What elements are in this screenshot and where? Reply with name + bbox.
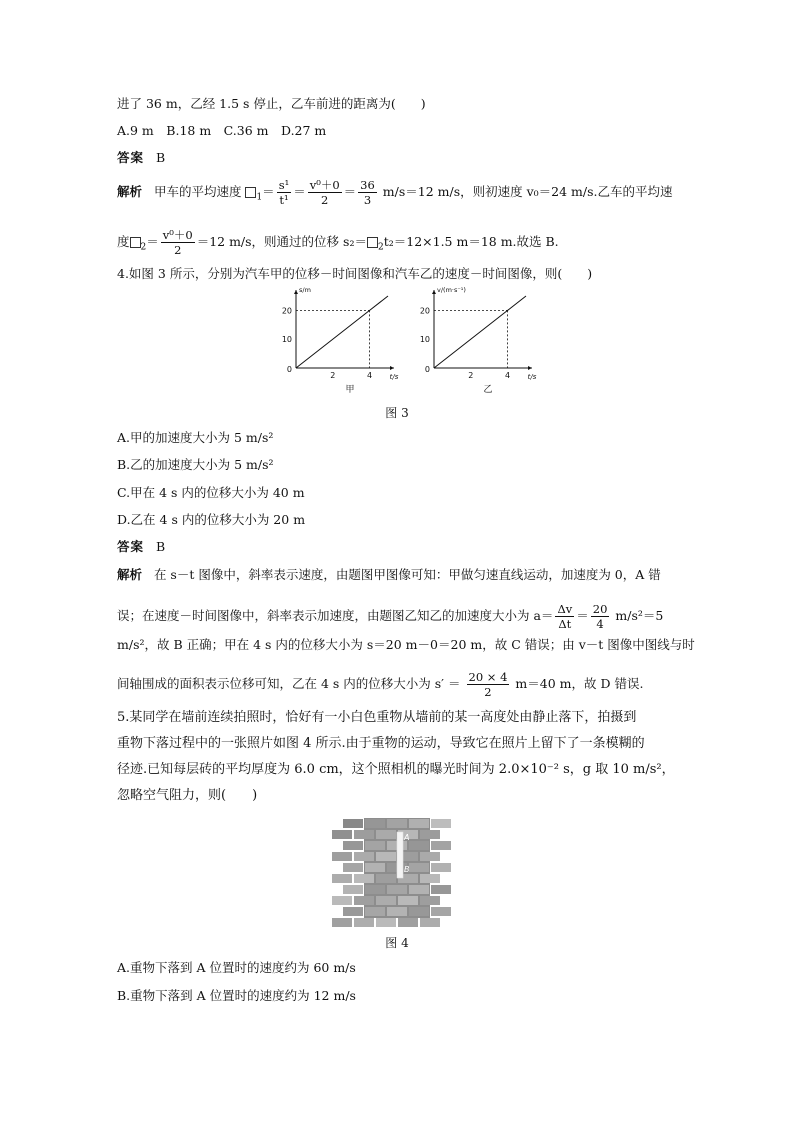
- q5-option-b: B.重物下落到 A 位置时的速度约为 12 m/s: [117, 988, 356, 1003]
- fraction: $\frac{\text{s¹}}{\text{t¹}}$: [278, 178, 290, 207]
- analysis-text: m/s²＝5: [615, 608, 664, 623]
- y-axis-label: v/(m·s⁻¹): [437, 286, 466, 294]
- fraction: $\frac{36}{3}$: [360, 178, 375, 207]
- q4-analysis-line-1: [117, 567, 661, 583]
- y-axis-label: s/m: [299, 286, 311, 294]
- brick: [387, 819, 407, 828]
- analysis-text: 间轴围成的面积表示位移可知，乙在 4 s 内的位移大小为 s′ ＝: [117, 676, 461, 691]
- analysis-label: 解析: [117, 567, 143, 582]
- avg-velocity-symbol: [367, 237, 378, 248]
- analysis-text: 度: [117, 234, 130, 249]
- origin-label: 0: [286, 365, 292, 374]
- q3-analysis-line-1: 解析 甲车的平均速度 $_1$＝ $\frac{\text{s¹}}{\text{t¹}}$ ＝ $\frac{\text{v⁰＋0}}{2}$ ＝ $\frac{36}{3}$ m/s＝12 m/s，则初速度 v₀＝24 m/s.乙车的平均速: [117, 178, 673, 207]
- brick: [420, 852, 440, 861]
- analysis-text: ＝12 m/s，则通过的位移 s₂＝: [196, 234, 367, 249]
- brick: [398, 918, 418, 927]
- answer-label: 答案: [117, 539, 145, 554]
- origin-label: 0: [424, 365, 430, 374]
- brick: [376, 896, 396, 905]
- x-axis-label: t/s: [389, 373, 399, 381]
- brick: [420, 830, 440, 839]
- q5-option-a: A.重物下落到 A 位置时的速度约为 60 m/s: [117, 960, 356, 975]
- chart-title: 甲: [345, 385, 355, 395]
- brick: [376, 830, 396, 839]
- answer-value: B: [155, 539, 166, 554]
- brick: [420, 874, 440, 883]
- q4-analysis-line-2: [117, 602, 663, 631]
- q3-answer: [117, 150, 165, 166]
- brick: [365, 863, 385, 872]
- q5-stem-line-4: 忽略空气阻力，则( ): [117, 788, 258, 803]
- q4-analysis-line-4: [117, 670, 643, 699]
- figure-3-caption: 图 3: [385, 406, 409, 420]
- avg-velocity-symbol: [130, 237, 141, 248]
- analysis-text: t₂＝12×1.5 m＝18 m.故选 B.: [383, 234, 559, 249]
- fraction: $\frac{\text{v⁰＋0}}{2}$: [162, 228, 193, 257]
- brick: [409, 863, 429, 872]
- q5-stem-line-1: 5.某同学在墙前连续拍照时，恰好有一小白色重物从墙前的某一高度处由静止落下，拍摄到: [117, 710, 637, 725]
- chart-yi: [420, 286, 537, 395]
- answer-value: B: [155, 150, 166, 165]
- brick: [409, 907, 429, 916]
- brick: [365, 819, 385, 828]
- brick: [431, 819, 451, 828]
- analysis-text: ＝: [576, 608, 589, 623]
- brick: [332, 918, 352, 927]
- x-tick-label: 4: [367, 371, 373, 380]
- brick: [354, 918, 374, 927]
- x-tick-label: 2: [330, 371, 336, 380]
- x-tick-label: 4: [505, 371, 511, 380]
- fraction: $\frac{20}{4}$: [592, 602, 608, 631]
- brick: [343, 863, 363, 872]
- brick: [376, 918, 396, 927]
- brick: [354, 830, 374, 839]
- q5-stem-line-3: 径迹.已知每层砖的平均厚度为 6.0 cm，这个照相机的曝光时间为 2.0×10⁻² s，g 取 10 m/s²，: [117, 762, 675, 777]
- figure-3-charts: [270, 286, 537, 396]
- chart-jia: [282, 286, 399, 395]
- brick: [387, 885, 407, 894]
- series-line: [434, 296, 526, 368]
- q4-option-c: C.甲在 4 s 内的位移大小为 40 m: [117, 485, 305, 500]
- y-tick-label: 10: [281, 335, 292, 345]
- q4-option-d: D.乙在 4 s 内的位移大小为 20 m: [117, 512, 306, 527]
- avg-velocity-symbol: [245, 187, 256, 198]
- x-axis-label: t/s: [527, 373, 537, 381]
- figure-4-caption: 图 4: [385, 936, 409, 950]
- analysis-text: 误；在速度－时间图像中，斜率表示加速度，由题图乙知乙的加速度大小为 a＝: [117, 608, 554, 623]
- fraction: $\frac{20 \times 4}{2}$: [468, 670, 508, 699]
- y-tick-label: 20: [419, 306, 430, 316]
- brick: [431, 885, 451, 894]
- analysis-label: 解析: [117, 184, 143, 199]
- y-axis-arrow: [294, 290, 298, 294]
- brick: [409, 885, 429, 894]
- brick: [376, 852, 396, 861]
- brick: [420, 896, 440, 905]
- label-b: B: [404, 865, 410, 874]
- brick: [354, 874, 374, 883]
- brick: [409, 841, 429, 850]
- brick: [398, 896, 418, 905]
- q3-stem-end: 进了 36 m，乙经 1.5 s 停止，乙车前进的距离为( ): [117, 96, 426, 111]
- analysis-text: 在 s－t 图像中，斜率表示速度，由题图甲图像可知：甲做匀速直线运动，加速度为 0，A 错: [153, 567, 661, 582]
- q4-option-a: A.甲的加速度大小为 5 m/s²: [117, 430, 274, 445]
- brick: [365, 907, 385, 916]
- brick: [409, 819, 429, 828]
- x-axis-arrow: [390, 366, 394, 370]
- y-tick-label: 20: [281, 306, 292, 316]
- x-tick-label: 2: [468, 371, 474, 380]
- x-axis-arrow: [528, 366, 532, 370]
- brick: [354, 852, 374, 861]
- q5-stem-line-2: 重物下落过程中的一张照片如图 4 所示.由于重物的运动，导致它在照片上留下了一条模糊的: [117, 736, 645, 751]
- brick: [376, 874, 396, 883]
- fraction: $\frac{\Delta v}{\Delta t}$: [557, 602, 573, 631]
- chart-title: 乙: [483, 385, 493, 395]
- answer-label: 答案: [117, 150, 145, 165]
- brick: [343, 885, 363, 894]
- analysis-text: m＝40 m，故 D 错误.: [515, 676, 644, 691]
- fraction: $\frac{\text{v⁰＋0}}{2}$: [309, 178, 340, 207]
- brick: [431, 841, 451, 850]
- brick: [343, 907, 363, 916]
- brick: [332, 874, 352, 883]
- q4-analysis-line-3: m/s²，故 B 正确；甲在 4 s 内的位移大小为 s＝20 m－0＝20 m，故 C 错误；由 v－t 图像中图线与时: [117, 637, 695, 652]
- brick: [365, 841, 385, 850]
- brick: [365, 885, 385, 894]
- brick: [332, 852, 352, 861]
- brick: [343, 841, 363, 850]
- motion-trace: [397, 832, 403, 878]
- brick: [332, 830, 352, 839]
- q4-option-b: B.乙的加速度大小为 5 m/s²: [117, 457, 274, 472]
- q3-analysis-line-2: 度 $_2$＝ $\frac{\text{v⁰＋0}}{2}$ ＝12 m/s，则通过的位移 s₂＝ $_2$t₂＝12×1.5 m＝18 m.故选 B.: [117, 228, 559, 257]
- label-a: A: [404, 833, 410, 842]
- brick: [332, 896, 352, 905]
- brick: [354, 896, 374, 905]
- analysis-text: m/s＝12 m/s，则初速度 v₀＝24 m/s.乙车的平均速: [382, 184, 673, 199]
- brick: [343, 819, 363, 828]
- y-tick-label: 10: [419, 335, 430, 345]
- q4-answer: [117, 539, 165, 555]
- figure-4-brick-photo: [364, 818, 430, 918]
- brick: [387, 907, 407, 916]
- analysis-text: 甲车的平均速度: [153, 184, 242, 199]
- q3-options: A.9 m B.18 m C.36 m D.27 m: [117, 123, 327, 138]
- q4-stem: 4.如图 3 所示，分别为汽车甲的位移－时间图像和汽车乙的速度－时间图像，则( ): [117, 266, 593, 281]
- y-axis-arrow: [432, 290, 436, 294]
- series-line: [296, 296, 388, 368]
- brick: [420, 918, 440, 927]
- brick: [431, 907, 451, 916]
- brick: [431, 863, 451, 872]
